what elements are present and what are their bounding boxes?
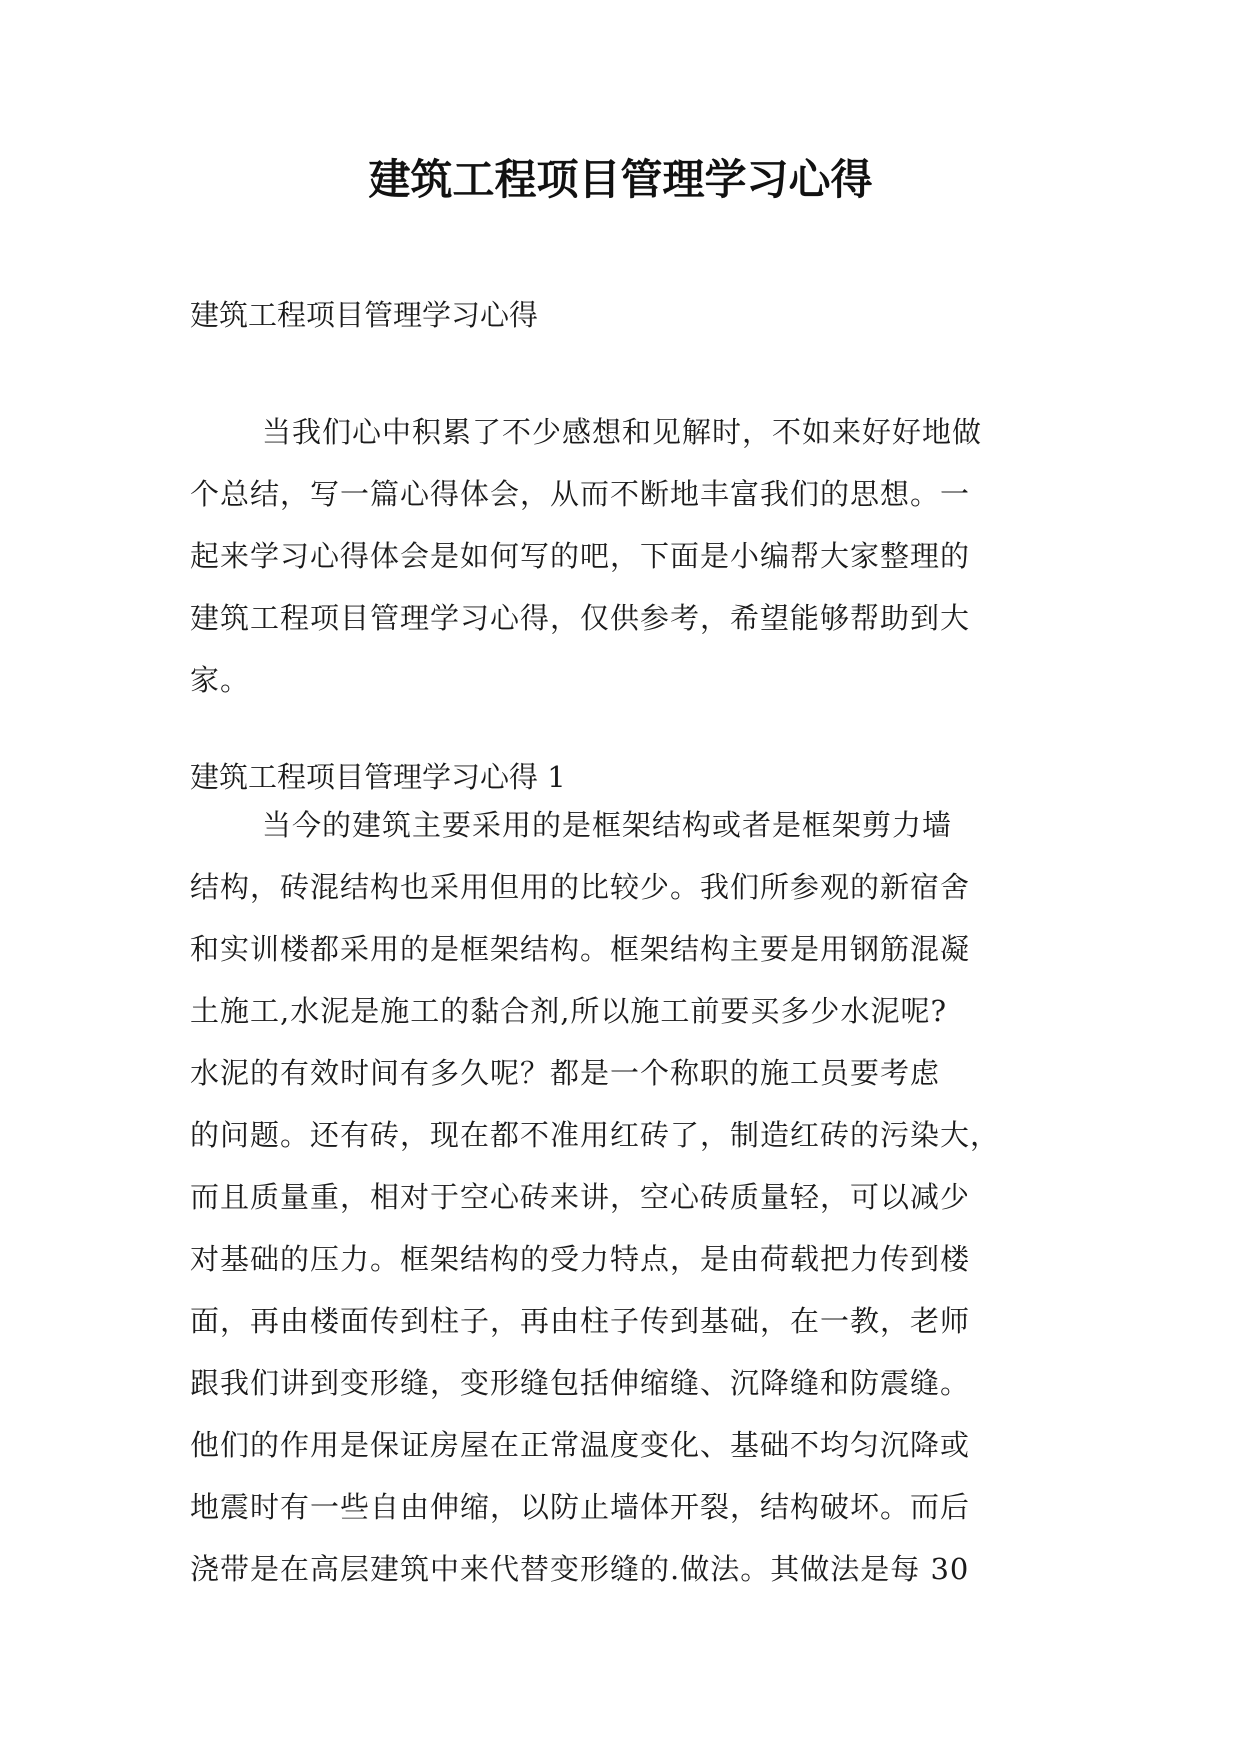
body-line: 对基础的压力。框架结构的受力特点，是由荷载把力传到楼: [190, 1242, 971, 1276]
section-heading: 建筑工程项目管理学习心得 1: [190, 760, 566, 794]
intro-paragraph: [190, 401, 1065, 711]
body-line: 跟我们讲到变形缝，变形缝包括伸缩缝、沉降缝和防震缝。: [190, 1366, 971, 1400]
intro-line: 当我们心中积累了不少感想和见解时，不如来好好地做: [262, 415, 983, 449]
body-line: 他们的作用是保证房屋在正常温度变化、基础不均匀沉降或: [190, 1428, 971, 1462]
body-paragraph: [190, 794, 1065, 1600]
body-line: 地震时有一些自由伸缩，以防止墙体开裂，结构破坏。而后: [190, 1490, 971, 1524]
body-line: 的问题。还有砖，现在都不准用红砖了，制造红砖的污染大，: [190, 1118, 1001, 1152]
document-title: 建筑工程项目管理学习心得: [368, 155, 873, 204]
intro-line: 家。: [190, 663, 251, 697]
intro-line: 起来学习心得体会是如何写的吧，下面是小编帮大家整理的: [190, 539, 971, 573]
body-line: 浇带是在高层建筑中来代替变形缝的.做法。其做法是每 30: [190, 1552, 970, 1586]
body-line: 当今的建筑主要采用的是框架结构或者是框架剪力墙: [262, 808, 953, 842]
body-line: 结构，砖混结构也采用但用的比较少。我们所参观的新宿舍: [190, 870, 971, 904]
body-line: 而且质量重，相对于空心砖来讲，空心砖质量轻，可以减少: [190, 1180, 971, 1214]
body-line: 水泥的有效时间有多久呢？都是一个称职的施工员要考虑: [190, 1056, 941, 1090]
intro-line: 个总结，写一篇心得体会，从而不断地丰富我们的思想。一: [190, 477, 971, 511]
document-subtitle: 建筑工程项目管理学习心得: [190, 298, 539, 332]
body-line: 和实训楼都采用的是框架结构。框架结构主要是用钢筋混凝: [190, 932, 971, 966]
body-line: 面，再由楼面传到柱子，再由柱子传到基础，在一教，老师: [190, 1304, 971, 1338]
body-line: 土施工,水泥是施工的黏合剂,所以施工前要买多少水泥呢?: [190, 994, 947, 1028]
intro-line: 建筑工程项目管理学习心得，仅供参考，希望能够帮助到大: [190, 601, 971, 635]
